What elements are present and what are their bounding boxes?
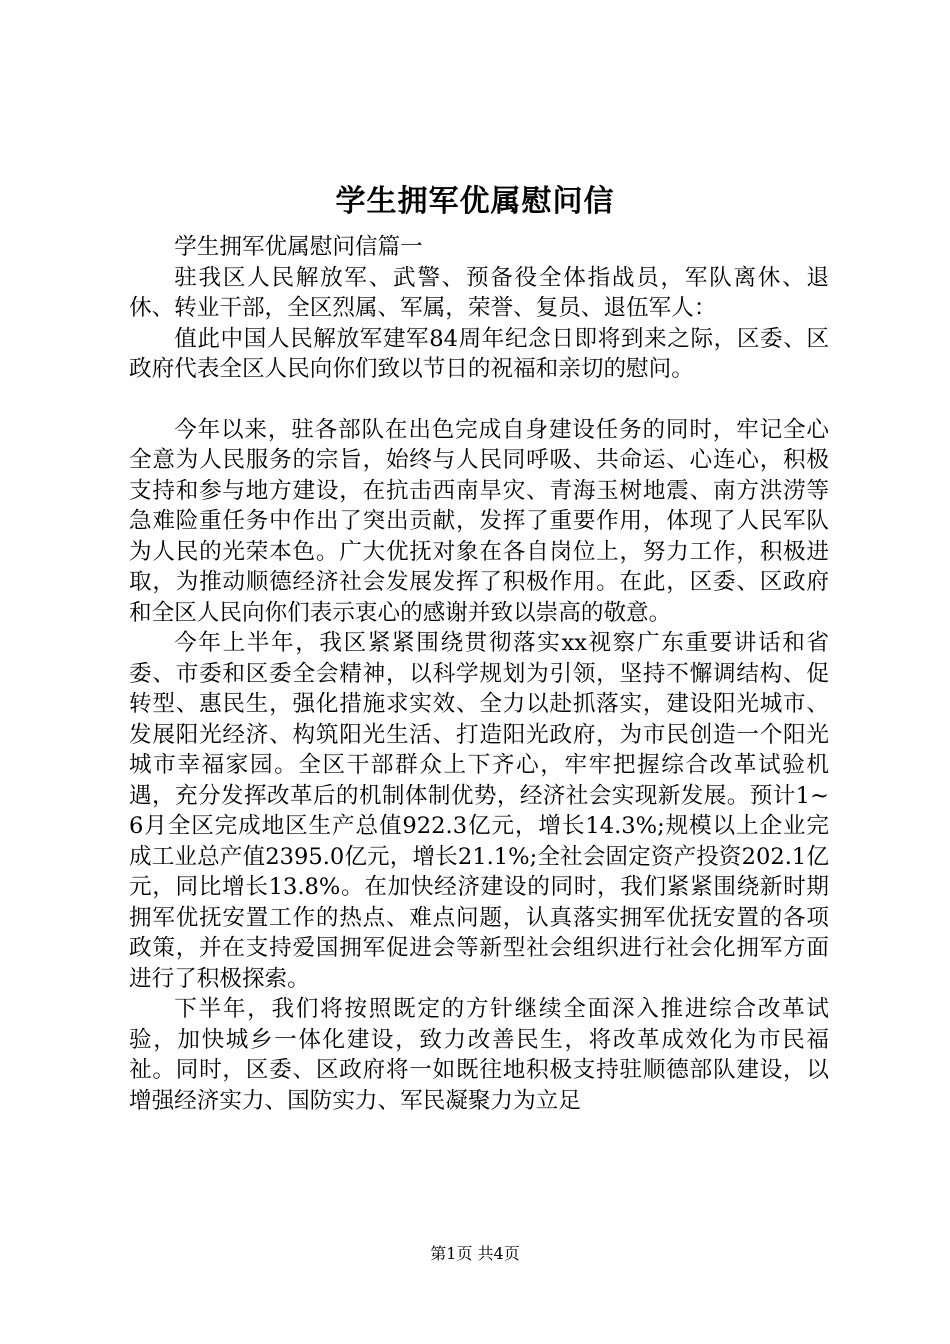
salutation-paragraph: 驻我区人民解放军、武警、预备役全体指战员，军队离休、退休、转业干部，全区烈属、军属，荣誉、复员、退伍军人： (129, 264, 829, 321)
page-footer: 第1页 共4页 (430, 1244, 520, 1263)
page-title: 学生拥军优属慰问信 (335, 184, 615, 219)
body-paragraph: 今年上半年，我区紧紧围绕贯彻落实xx视察广东重要讲话和省委、市委和区委全会精神，以科学规划为引领，坚持不懈调结构、促转型、惠民生，强化措施求实效、全力以赴抓落实，建设阳光城市、发展阳光经济、构筑阳光生活、打造阳光政府，为市民创造一个阳光城市幸福家园。全区干部群众上下齐心，牢牢把握综合改革试验机遇，充分发挥改革后的机制体制优势，经济社会实现新发展。预计1~6月全区完成地区生产总值922.3亿元，增长14.3%;规模以上企业完成工业总产值2395.0亿元，增长21.1%;全社会固定资产投资202.1亿元，同比增长13.8%。在加快经济建设的同时，我们紧紧围绕新时期拥军优抚安置工作的热点、难点问题，认真落实拥军优抚安置的各项政策，并在支持爱国拥军促进会等新型社会组织进行社会化拥军方面进行了积极探索。 (129, 630, 829, 992)
body-paragraph: 下半年，我们将按照既定的方针继续全面深入推进综合改革试验，加快城乡一体化建设，致力改善民生，将改革成效化为市民福祉。同时，区委、区政府将一如既往地积极支持驻顺德部队建设，以增强经济实力、国防实力、军民凝聚力为立足 (129, 996, 829, 1114)
body-paragraph: 今年以来，驻各部队在出色完成自身建设任务的同时，牢记全心全意为人民服务的宗旨，始终与人民同呼吸、共命运、心连心，积极支持和参与地方建设，在抗击西南旱灾、青海玉树地震、南方洪涝等急难险重任务中作出了突出贡献，发挥了重要作用，体现了人民军队为人民的光荣本色。广大优抚对象在各自岗位上，努力工作，积极进取，为推动顺德经济社会发展发挥了积极作用。在此，区委、区政府和全区人民向你们表示衷心的感谢并致以崇高的敬意。 (129, 416, 829, 626)
section-heading: 学生拥军优属慰问信篇一 (174, 234, 423, 260)
greeting-paragraph: 值此中国人民解放军建军84周年纪念日即将到来之际，区委、区政府代表全区人民向你们致以节日的祝福和亲切的慰问。 (129, 325, 829, 382)
letter-body (129, 232, 829, 1116)
